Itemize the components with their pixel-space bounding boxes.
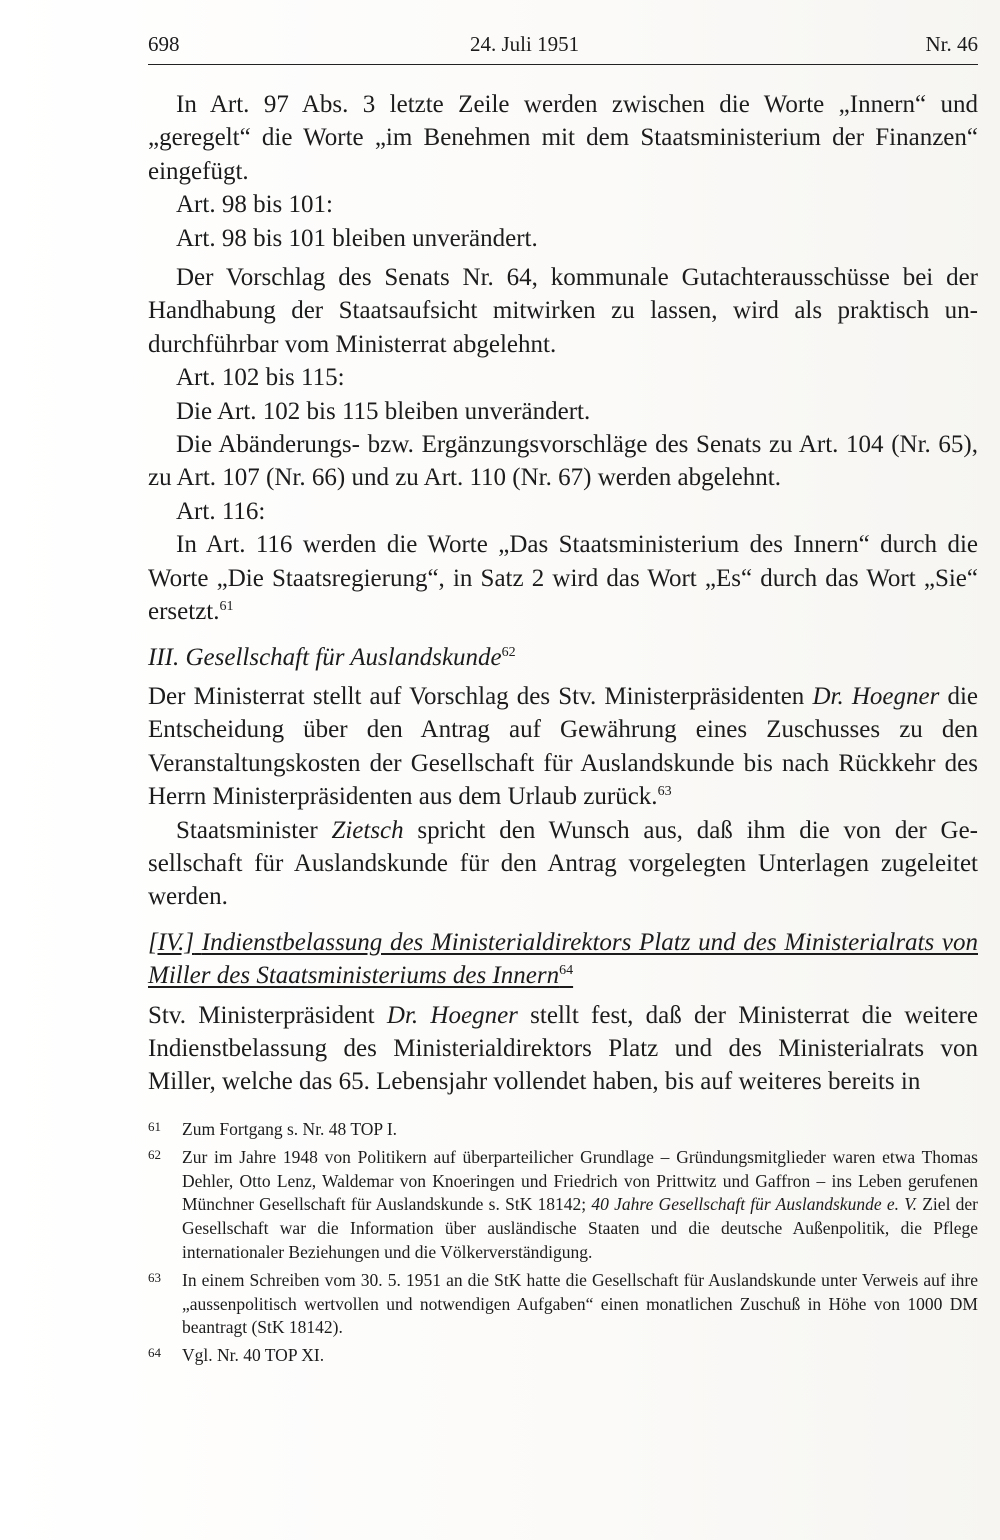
header-issue-number: Nr. 46	[925, 32, 978, 56]
footnote-ref: 64	[559, 963, 574, 979]
paragraph-text: Der Ministerrat stellt auf Vorschlag des Stv. Ministerpräsidenten	[148, 682, 813, 710]
section-heading-text: III. Gesellschaft für Auslandskunde	[148, 643, 502, 671]
footnote-number: 63	[148, 1269, 161, 1285]
paragraph-text: stellt fest, daß der Ministerrat die weitere Indienstbelassung des Ministerialdirektors Platz und des Ministerialrats von Miller, welche das 65. Lebensjahr vollendet haben, bis auf weiteres bereits in	[148, 1001, 978, 1096]
paragraph: Die Art. 102 bis 115 bleiben unverändert.	[176, 397, 591, 425]
footnote-text: Vgl. Nr. 40 TOP XI.	[182, 1345, 325, 1366]
footnote-text: Zum Fortgang s. Nr. 48 TOP I.	[182, 1119, 398, 1139]
paragraph-text: Staatsminister	[176, 816, 332, 844]
paragraph: Art. 98 bis 101 bleiben unverändert.	[176, 224, 538, 252]
article-heading: Art. 98 bis 101:	[176, 191, 333, 219]
footnote-number: 64	[148, 1345, 161, 1361]
person-name: Dr. Hoegner	[812, 682, 940, 710]
running-header	[148, 28, 978, 64]
paragraph: Die Abänderungs- bzw. Ergänzungsvorschläge des Senats zu Art. 104 (Nr. 65), zu Art. 107 (Nr. 66) und zu Art. 110 (Nr. 67) werden abgelehnt.	[148, 431, 978, 492]
footnote-text: In einem Schreiben vom 30. 5. 1951 an die StK hatte die Gesellschaft für Auslandskunde unter Verweis auf ihre „aussenpolitisch wertvollen und notwendigen Aufgaben“ einen monatlichen Zuschuß in Höhe von 1000 DM beantragt (StK 18142).	[182, 1269, 978, 1338]
footnote-number: 61	[148, 1119, 161, 1134]
footnote-number: 62	[148, 1146, 161, 1162]
paragraph-text: Stv. Ministerpräsident	[148, 1001, 387, 1029]
paragraph	[148, 814, 978, 914]
paragraph	[148, 680, 978, 814]
section-heading-iii	[148, 641, 978, 674]
person-name: Zietsch	[331, 816, 404, 844]
paragraph: In Art. 97 Abs. 3 letzte Zeile werden zwischen die Worte „Innern“ und „geregelt“ die Worte „im Benehmen mit dem Staatsministerium der Finanzen“ eingefügt.	[148, 91, 978, 185]
footnote-ref: 63	[657, 784, 672, 800]
section-heading-text: Indienstbelassung des Ministerialdirektors Platz und des Ministerialrats von Miller des Staatsministeriums des Innern	[148, 928, 978, 990]
main-text	[148, 88, 978, 1099]
footnote	[148, 1118, 978, 1142]
header-date: 24. Juli 1951	[470, 32, 580, 56]
paragraph-text: In Art. 116 werden die Worte „Das Staatsministerium des Innern“ durch die Worte „Die Staatsregierung“, in Satz 2 wird das Wort „Es“ durch das Wort „Sie“ ersetzt.	[148, 531, 978, 626]
section-heading-iv	[148, 926, 978, 993]
footnote	[148, 1344, 978, 1368]
footnote-text: Zur im Jahre 1948 von Politikern auf überparteilicher Grundlage – Gründungsmitglieder waren etwa Thomas Dehler, Otto Lenz, Waldemar von Knoeringen und Friedrich von Prittwitz und Gaffron – ins Leben gerufenen Münchner Gesellschaft für Auslandskunde s. StK 18142;	[182, 1146, 978, 1215]
footnote	[148, 1269, 978, 1340]
section-number: [IV.]	[148, 928, 195, 956]
article-heading: Art. 116:	[176, 497, 266, 525]
person-name: Dr. Hoegner	[386, 1001, 518, 1029]
paragraph	[148, 999, 978, 1099]
footnote-text: Ziel der Gesellschaft war die Information über ausländische Staaten und die deutsche Außenpolitik, die Pflege internationaler Beziehungen und die Völkerverständigung.	[182, 1194, 979, 1262]
footnote-title: 40 Jahre Gesellschaft für Auslandskunde e. V.	[591, 1194, 918, 1215]
footnote-ref: 62	[501, 644, 516, 660]
article-heading: Art. 102 bis 115:	[176, 364, 345, 392]
paragraph-text: spricht den Wunsch aus, daß ihm die von der Gesellschaft für Auslandskunde für den Antrag vorgelegten Unterlagen zugeleitet werden.	[148, 816, 978, 911]
footnote-ref: 61	[219, 599, 234, 615]
footnote	[148, 1146, 978, 1265]
paragraph	[148, 528, 978, 628]
paragraph-text: die Entscheidung über den Antrag auf Gewährung eines Zuschusses zu den Veranstaltungskosten der Gesellschaft für Auslandskunde bis nach Rückkehr des Herrn Ministerpräsidenten aus dem Urlaub zurück.	[148, 682, 978, 811]
header-rule	[148, 64, 978, 65]
footnotes	[148, 1118, 978, 1372]
page-number: 698	[148, 32, 180, 56]
paragraph: Der Vorschlag des Senats Nr. 64, kommunale Gutachterausschüsse bei der Handhabung der Staatsaufsicht mitwirken zu lassen, wird als praktisch undurchführbar vom Ministerrat abgelehnt.	[148, 264, 978, 358]
